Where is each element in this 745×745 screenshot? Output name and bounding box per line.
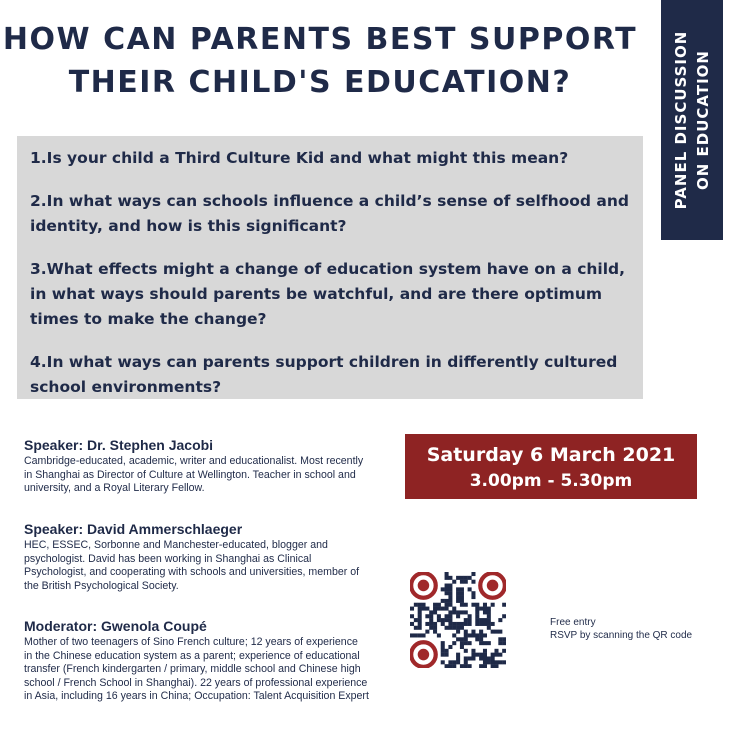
qr-module [475, 622, 479, 626]
panel-discussion-label [670, 0, 714, 240]
qr-module [456, 587, 460, 591]
qr-module [448, 591, 452, 595]
qr-module [471, 653, 475, 657]
question-1: 1.Is your child a Third Culture Kid and what might this mean? [30, 149, 569, 167]
qr-module [494, 664, 498, 668]
qr-module [483, 641, 487, 645]
event-date: Saturday 6 March 2021 [426, 444, 676, 466]
qr-module [475, 603, 479, 607]
qr-module [452, 580, 456, 584]
qr-module [425, 614, 429, 618]
qr-module [448, 584, 452, 588]
qr-module [479, 633, 483, 637]
qr-module [483, 618, 487, 622]
qr-module [460, 641, 464, 645]
qr-module [502, 614, 506, 618]
qr-module [479, 664, 483, 668]
qr-module [452, 626, 456, 630]
qr-module [433, 626, 437, 630]
qr-module [460, 599, 464, 603]
qr-module [456, 630, 460, 634]
question-3: 3.What effects might a change of education system have on a child, in what ways should parents be watchful, and are there optimum times to make the change? [30, 260, 626, 328]
qr-module [456, 599, 460, 603]
qr-module [479, 630, 483, 634]
qr-module [437, 614, 441, 618]
title-line-1: HOW CAN PARENTS BEST SUPPORT [2, 22, 638, 57]
qr-module [471, 572, 475, 576]
qr-module [464, 656, 468, 660]
qr-module [491, 603, 495, 607]
qr-module [418, 607, 422, 611]
qr-module [456, 660, 460, 664]
qr-module [464, 637, 468, 641]
qr-module [429, 626, 433, 630]
qr-module [441, 641, 445, 645]
qr-module [460, 580, 464, 584]
qr-module [452, 607, 456, 611]
qr-module [445, 649, 449, 653]
qr-module [468, 614, 472, 618]
qr-module [464, 603, 468, 607]
qr-module [494, 653, 498, 657]
qr-module [448, 599, 452, 603]
qr-module [483, 607, 487, 611]
questions-panel [17, 136, 643, 399]
qr-module [460, 595, 464, 599]
qr-module [502, 660, 506, 664]
qr-module [448, 618, 452, 622]
title-line-2: THEIR CHILD'S EDUCATION? [68, 65, 572, 100]
qr-module [471, 656, 475, 660]
qr-module [429, 614, 433, 618]
speaker-ammerschlaeger [24, 520, 369, 593]
qr-module [445, 584, 449, 588]
qr-module [452, 641, 456, 645]
qr-module [475, 633, 479, 637]
qr-module [475, 614, 479, 618]
question-2: 2.In what ways can schools influence a child’s sense of selfhood and identity, and how is this significant? [30, 192, 630, 235]
qr-module [452, 660, 456, 664]
question-4: 4.In what ways can parents support children in differently cultured school environments? [30, 353, 618, 396]
qr-module [429, 618, 433, 622]
qr-module [456, 614, 460, 618]
qr-module [445, 626, 449, 630]
qr-module [445, 576, 449, 580]
qr-module [445, 607, 449, 611]
qr-module [498, 660, 502, 664]
qr-module [491, 656, 495, 660]
qr-module [448, 610, 452, 614]
qr-finder-dot [418, 649, 430, 661]
qr-module [487, 622, 491, 626]
qr-module [456, 637, 460, 641]
qr-module [433, 622, 437, 626]
qr-module [445, 618, 449, 622]
qr-module [502, 649, 506, 653]
qr-module [441, 599, 445, 603]
qr-module [491, 660, 495, 664]
qr-module [460, 626, 464, 630]
qr-module [418, 633, 422, 637]
qr-module [441, 618, 445, 622]
qr-module [460, 645, 464, 649]
qr-module [468, 664, 472, 668]
qr-module [479, 618, 483, 622]
qr-module [456, 626, 460, 630]
qr-module [460, 603, 464, 607]
qr-module [445, 653, 449, 657]
qr-module [422, 603, 426, 607]
qr-module [418, 610, 422, 614]
qr-module [448, 576, 452, 580]
qr-module [487, 618, 491, 622]
qr-module [487, 614, 491, 618]
qr-module [414, 626, 418, 630]
qr-module [464, 630, 468, 634]
side-tab-line-2: ON EDUCATION [694, 50, 712, 190]
qr-module [487, 641, 491, 645]
qr-module [445, 587, 449, 591]
speaker-name: Speaker: David Ammerschlaeger [24, 521, 243, 537]
qr-module [414, 618, 418, 622]
qr-module [464, 660, 468, 664]
qr-module [456, 591, 460, 595]
qr-module [491, 653, 495, 657]
qr-module [502, 637, 506, 641]
speaker-bio: Cambridge-educated, academic, writer and educationalist. Most recently in Shanghai as Director of Culture at Wellington. Teacher in school and university, and a Royal Literary Fellow. [24, 455, 364, 495]
qr-module [448, 645, 452, 649]
qr-module [448, 587, 452, 591]
qr-module [464, 610, 468, 614]
qr-module [494, 630, 498, 634]
qr-module [452, 664, 456, 668]
qr-module [460, 664, 464, 668]
qr-module [479, 641, 483, 645]
qr-module [445, 603, 449, 607]
qr-module [422, 633, 426, 637]
qr-module [483, 610, 487, 614]
qr-module [410, 633, 414, 637]
qr-module [479, 637, 483, 641]
qr-module [464, 576, 468, 580]
qr-module [491, 664, 495, 668]
qr-module [475, 653, 479, 657]
qr-module [464, 618, 468, 622]
moderator-bio: Mother of two teenagers of Sino French culture; 12 years of experience in the Chinese education system as a parent; experience of educational transfer (French kindergarten / primary, middle school and Chinese high school / French School in Shanghai). 22 years of professional experience in Asia, including 16 years in China; Occupation: Talent Acquisition Expert [24, 636, 369, 703]
qr-module [437, 633, 441, 637]
qr-module [471, 580, 475, 584]
qr-module [471, 591, 475, 595]
qr-module [487, 607, 491, 611]
qr-module [471, 633, 475, 637]
qr-module [468, 633, 472, 637]
qr-module [479, 653, 483, 657]
qr-module [498, 618, 502, 622]
qr-module [418, 622, 422, 626]
qr-module [460, 587, 464, 591]
qr-module [448, 622, 452, 626]
qr-module [471, 595, 475, 599]
qr-module [468, 622, 472, 626]
qr-module [502, 641, 506, 645]
qr-module [410, 607, 414, 611]
qr-module [471, 649, 475, 653]
qr-module [483, 660, 487, 664]
qr-module [441, 660, 445, 664]
qr-module [460, 576, 464, 580]
qr-module [468, 576, 472, 580]
rsvp-text: RSVP by scanning the QR code [550, 630, 693, 641]
qr-module [491, 630, 495, 634]
speaker-jacobi [24, 436, 369, 496]
qr-module [414, 603, 418, 607]
page-title [0, 18, 640, 104]
qr-module [479, 622, 483, 626]
qr-module [483, 649, 487, 653]
qr-module [460, 610, 464, 614]
qr-module [487, 626, 491, 630]
qr-module [475, 610, 479, 614]
qr-module [464, 580, 468, 584]
qr-module [460, 591, 464, 595]
qr-module [491, 622, 495, 626]
qr-module [468, 641, 472, 645]
qr-module [494, 649, 498, 653]
qr-module [445, 591, 449, 595]
qr-module [475, 637, 479, 641]
qr-module [429, 610, 433, 614]
qr-finder-dot [418, 580, 430, 592]
qr-module [441, 607, 445, 611]
qr-module [483, 633, 487, 637]
qr-module [468, 618, 472, 622]
qr-module [479, 656, 483, 660]
qr-module [487, 656, 491, 660]
qr-module [464, 622, 468, 626]
speaker-name: Speaker: Dr. Stephen Jacobi [24, 437, 214, 453]
qr-module [418, 614, 422, 618]
qr-module [448, 595, 452, 599]
qr-module [441, 653, 445, 657]
qr-module [452, 622, 456, 626]
qr-module [483, 653, 487, 657]
qr-module [464, 633, 468, 637]
qr-module [471, 630, 475, 634]
qr-module [418, 618, 422, 622]
qr-module [475, 607, 479, 611]
qr-module [410, 614, 414, 618]
qr-module [464, 664, 468, 668]
qr-module [487, 660, 491, 664]
qr-module [502, 603, 506, 607]
qr-module [483, 664, 487, 668]
qr-module [483, 603, 487, 607]
moderator-coupe [24, 617, 369, 704]
qr-module [456, 656, 460, 660]
qr-module [445, 599, 449, 603]
qr-module [433, 630, 437, 634]
qr-code-icon[interactable] [410, 572, 506, 668]
event-date-box [405, 434, 697, 499]
qr-module [441, 622, 445, 626]
qr-module [456, 653, 460, 657]
qr-module [441, 649, 445, 653]
qr-module [483, 656, 487, 660]
moderator-name: Moderator: Gwenola Coupé [24, 618, 207, 634]
qr-module [460, 637, 464, 641]
speaker-bio: HEC, ESSEC, Sorbonne and Manchester-educated, blogger and psychologist. David has been working in Shanghai as Clinical Psychologist, and cooperating with schools and universities, member of the British Psychological Society. [24, 539, 360, 592]
qr-module [498, 630, 502, 634]
qr-module [425, 630, 429, 634]
qr-module [498, 637, 502, 641]
qr-finder-dot [487, 580, 499, 592]
qr-module [433, 603, 437, 607]
qr-module [441, 645, 445, 649]
qr-module [471, 603, 475, 607]
qr-module [422, 607, 426, 611]
qr-module [437, 603, 441, 607]
qr-module [468, 587, 472, 591]
qr-module [425, 607, 429, 611]
qr-module [479, 607, 483, 611]
rsvp-info [550, 616, 692, 642]
qr-module [441, 587, 445, 591]
qr-module [460, 622, 464, 626]
qr-module [464, 641, 468, 645]
qr-module [437, 607, 441, 611]
qr-module [498, 641, 502, 645]
qr-module [433, 607, 437, 611]
qr-module [414, 633, 418, 637]
qr-module [448, 603, 452, 607]
qr-module [452, 633, 456, 637]
qr-module [437, 618, 441, 622]
qr-module [452, 610, 456, 614]
qr-module [456, 576, 460, 580]
qr-module [433, 610, 437, 614]
side-tab-line-1: PANEL DISCUSSION [672, 30, 690, 210]
qr-module [445, 614, 449, 618]
qr-module [464, 649, 468, 653]
qr-module [475, 618, 479, 622]
qr-module [456, 622, 460, 626]
qr-module [425, 622, 429, 626]
qr-module [456, 610, 460, 614]
qr-module [498, 653, 502, 657]
qr-module [448, 626, 452, 630]
qr-module [456, 595, 460, 599]
qr-module [487, 610, 491, 614]
qr-module [494, 660, 498, 664]
qr-module [429, 622, 433, 626]
free-entry-text: Free entry [550, 617, 596, 628]
event-time: 3.00pm - 5.30pm [469, 471, 633, 491]
qr-module [448, 614, 452, 618]
qr-module [445, 664, 449, 668]
qr-module [445, 572, 449, 576]
qr-module [483, 622, 487, 626]
qr-module [410, 622, 414, 626]
qr-module [448, 660, 452, 664]
panel-discussion-tab [661, 0, 723, 240]
qr-module [448, 664, 452, 668]
qr-module [418, 603, 422, 607]
qr-module [418, 626, 422, 630]
qr-module [468, 656, 472, 660]
